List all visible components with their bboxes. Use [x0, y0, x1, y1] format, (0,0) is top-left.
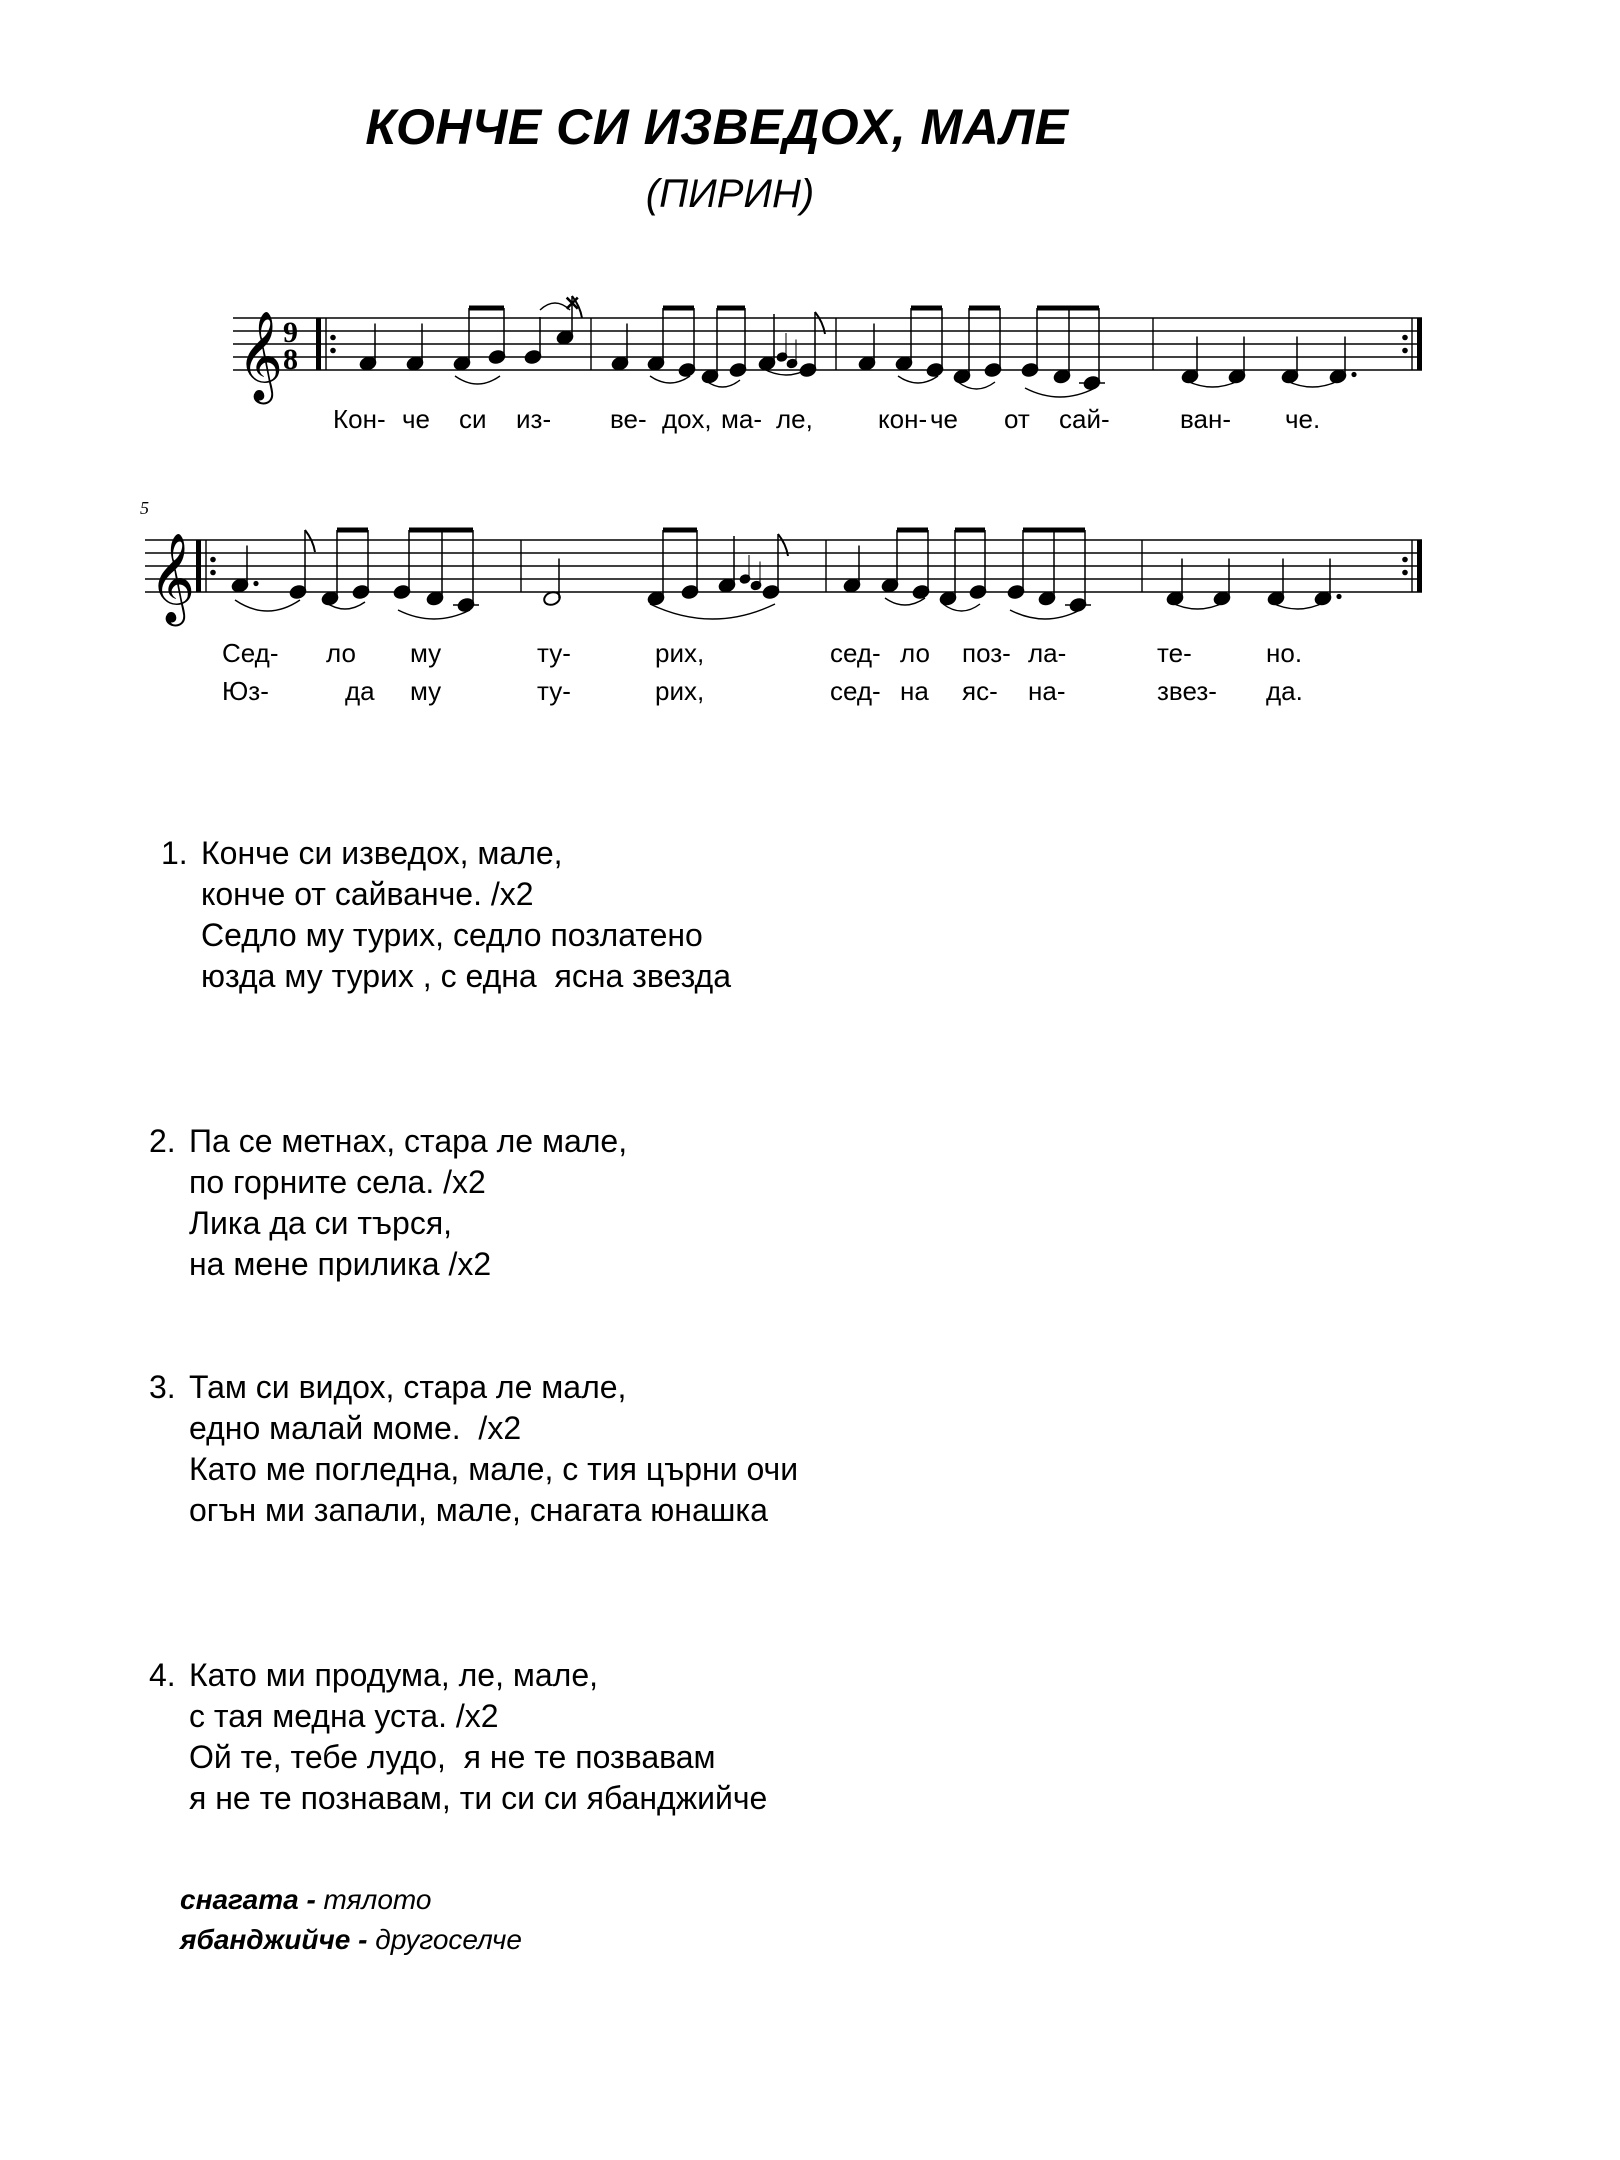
verse-number: 4.	[149, 1657, 176, 1693]
slur	[650, 604, 775, 619]
verse-line: Конче си изведох, мале,	[201, 835, 563, 871]
repeat-dot	[1402, 348, 1408, 354]
lyric-syllable: че	[930, 404, 959, 434]
repeat-dot	[1402, 335, 1408, 341]
lyric-syllable: Сед-	[222, 638, 279, 668]
lyric-syllable: звез-	[1157, 676, 1217, 706]
verse-line: Като ми продума, ле, мале,	[189, 1657, 598, 1693]
lyric-syllable: си	[459, 404, 487, 434]
verse-line: Па се метнах, стара ле мале,	[189, 1123, 628, 1159]
slur	[885, 598, 925, 605]
slur	[398, 610, 470, 619]
song-region: (ПИРИН)	[645, 172, 815, 216]
lyric-syllable: да.	[1266, 676, 1303, 706]
lyric-syllable: поз-	[962, 638, 1011, 668]
note-dot	[253, 581, 258, 586]
glossary-definition: тялото	[315, 1884, 432, 1915]
lyric-syllable: ве-	[610, 404, 647, 434]
slur	[898, 376, 938, 383]
verse-line: Като ме погледна, мале, с тия църни очи	[189, 1451, 799, 1487]
slur	[1010, 610, 1080, 619]
lyric-syllable: но.	[1266, 638, 1303, 668]
treble-clef-icon: 𝄞	[149, 533, 196, 623]
repeat-thick-bar	[1417, 540, 1422, 592]
verse-line: Ой те, тебе лудо, я не те позвавам	[189, 1739, 716, 1775]
verse-line: с тая медна уста. /x2	[189, 1698, 499, 1734]
lyric-syllable: ло	[900, 638, 930, 668]
lyric-syllable: Юз-	[222, 676, 269, 706]
verse-number: 3.	[149, 1369, 176, 1405]
verse-line: едно малай моме. /x2	[189, 1410, 522, 1446]
lyric-syllable: из-	[516, 404, 552, 434]
verse-line: Лика да си търся,	[189, 1205, 453, 1241]
repeat-dot	[210, 557, 216, 563]
verse-line: Седло му турих, седло позлатено	[201, 917, 703, 953]
lyric-syllable: му	[410, 638, 442, 668]
slur	[958, 382, 995, 389]
lyric-syllable: на-	[1028, 676, 1066, 706]
lyric-syllable: ван-	[1180, 404, 1231, 434]
verse-4	[149, 1655, 798, 1819]
song-title: КОНЧЕ СИ ИЗВЕДОХ, МАЛЕ	[365, 99, 1069, 155]
lyric-syllable: че	[402, 404, 431, 434]
verse-line: юзда му турих , с една ясна звезда	[201, 958, 732, 994]
repeat-thick-bar	[1417, 318, 1422, 370]
repeat-dot	[210, 570, 216, 576]
glossary-term: ябанджийче -	[180, 1924, 368, 1955]
lyric-syllable: яс-	[962, 676, 998, 706]
lyric-syllable: ла-	[1028, 638, 1067, 668]
note-dot	[1351, 372, 1356, 377]
lyric-syllable: ту-	[537, 676, 571, 706]
time-signature-top: 9	[283, 316, 298, 349]
verse-line: конче от сайванче. /x2	[201, 876, 534, 912]
glossary	[180, 1880, 522, 1960]
repeat-thick-bar	[196, 540, 201, 592]
lyric-syllable: те-	[1157, 638, 1192, 668]
lyric-syllable: кон-	[878, 404, 928, 434]
time-signature-bottom: 8	[283, 343, 298, 376]
verse-line: по горните села. /x2	[189, 1164, 486, 1200]
verses	[149, 833, 799, 1819]
repeat-dot	[330, 335, 336, 341]
verse-line: на мене прилика /x2	[189, 1246, 492, 1282]
lyric-syllable: ма-	[721, 404, 762, 434]
repeat-dot	[1402, 557, 1408, 563]
verse-line: Там си видох, стара ле мале,	[189, 1369, 627, 1405]
lyric-syllable: сай-	[1059, 404, 1110, 434]
lyric-syllable: рих,	[655, 676, 705, 706]
lyric-syllable: да	[345, 676, 375, 706]
verse-line: я не те познавам, ти си си ябанджийче	[189, 1780, 768, 1816]
lyric-syllable: ту-	[537, 638, 571, 668]
lyric-syllable: му	[410, 676, 442, 706]
lyric-syllable: дох,	[662, 404, 712, 434]
lyric-syllable: на	[900, 676, 929, 706]
staff-system-2	[140, 498, 1422, 706]
slur	[650, 376, 690, 383]
lyric-syllable: рих,	[655, 638, 705, 668]
verse-1	[161, 833, 798, 997]
repeat-thick-bar	[316, 318, 321, 370]
glossary-term: снагата -	[180, 1884, 316, 1915]
glossary-entry	[180, 1920, 522, 1960]
slur	[235, 600, 300, 611]
verse-number: 1.	[161, 835, 188, 871]
staff-system-1	[233, 290, 1422, 434]
repeat-dot	[330, 348, 336, 354]
glossary-definition: другоселче	[367, 1924, 522, 1955]
lyric-syllable: сед-	[830, 638, 881, 668]
slur	[1025, 388, 1095, 397]
verse-3	[149, 1367, 798, 1531]
music-score	[0, 0, 1620, 760]
lyric-syllable: че.	[1285, 404, 1321, 434]
lyric-syllable: от	[1004, 404, 1030, 434]
measure-number: 5	[140, 498, 149, 518]
lyric-syllable: ле,	[776, 404, 813, 434]
verse-number: 2.	[149, 1123, 176, 1159]
lyric-syllable: Кон-	[333, 404, 386, 434]
repeat-dot	[1402, 570, 1408, 576]
note-flag	[305, 530, 315, 552]
lyric-syllable: сед-	[830, 676, 881, 706]
ornament-x-icon: ⨯	[563, 290, 582, 315]
slur	[455, 376, 500, 384]
verse-line: огън ми запали, мале, снагата юнашка	[189, 1492, 768, 1528]
lyric-syllable: ло	[326, 638, 356, 668]
glossary-entry	[180, 1880, 522, 1920]
treble-clef-icon: 𝄞	[237, 311, 284, 401]
note-dot	[1336, 594, 1341, 599]
verse-2	[149, 1121, 798, 1285]
